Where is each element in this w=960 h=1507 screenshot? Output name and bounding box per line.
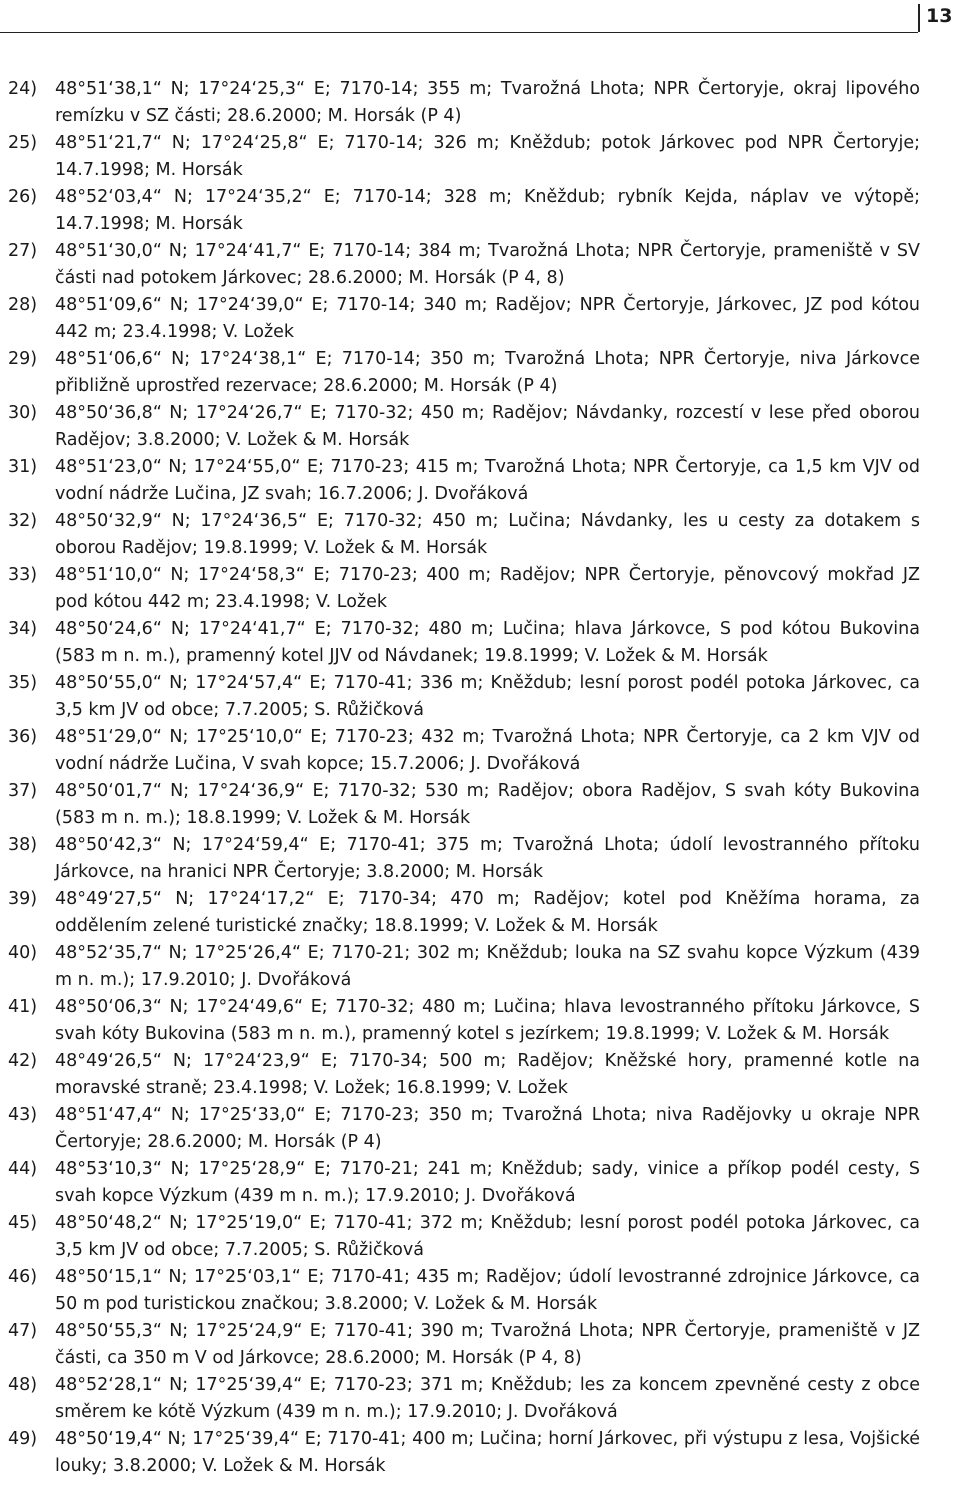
list-item xyxy=(8,238,920,292)
entry-text: 48°50‘01,7“ N; 17°24‘36,9“ E; 7170-32; 530 m; Radějov; obora Radějov, S svah kóty Bukovina (583 m n. m.); 18.8.1999; V. Ložek & M. Horsák xyxy=(55,781,920,828)
entry-number: 29) xyxy=(8,349,38,369)
list-item xyxy=(8,508,920,562)
entry-number: 24) xyxy=(8,79,38,99)
entry-text: 48°50‘32,9“ N; 17°24‘36,5“ E; 7170-32; 450 m; Lučina; Návdanky, les u cesty za dotakem s oborou Radějov; 19.8.1999; V. Ložek & M. Horsák xyxy=(55,511,920,558)
list-item xyxy=(8,1426,920,1480)
entry-number: 44) xyxy=(8,1159,38,1179)
entry-text: 48°51‘38,1“ N; 17°24‘25,3“ E; 7170-14; 355 m; Tvarožná Lhota; NPR Čertoryje, okraj lipového remízku v SZ části; 28.6.2000; M. Horsák (P 4) xyxy=(55,79,920,126)
list-item xyxy=(8,994,920,1048)
entry-number: 38) xyxy=(8,835,38,855)
entry-text: 48°50‘36,8“ N; 17°24‘26,7“ E; 7170-32; 450 m; Radějov; Návdanky, rozcestí v lese před oborou Radějov; 3.8.2000; V. Ložek & M. Horsák xyxy=(55,403,920,450)
list-item xyxy=(8,940,920,994)
entry-number: 45) xyxy=(8,1213,38,1233)
entry-number: 41) xyxy=(8,997,38,1017)
entry-number: 40) xyxy=(8,943,38,963)
entry-number: 28) xyxy=(8,295,38,315)
entry-number: 37) xyxy=(8,781,38,801)
entry-number: 26) xyxy=(8,187,38,207)
list-item xyxy=(8,292,920,346)
entry-number: 36) xyxy=(8,727,38,747)
entry-number: 47) xyxy=(8,1321,38,1341)
list-item xyxy=(8,1048,920,1102)
entry-text: 48°50‘06,3“ N; 17°24‘49,6“ E; 7170-32; 480 m; Lučina; hlava levostranného přítoku Járkovce, S svah kóty Bukovina (583 m n. m.), pramenný kotel s jezírkem; 19.8.1999; V. Ložek & M. Horsák xyxy=(55,997,920,1044)
list-item xyxy=(8,130,920,184)
entry-text: 48°52‘03,4“ N; 17°24‘35,2“ E; 7170-14; 328 m; Kněždub; rybník Kejda, náplav ve výtopě; 14.7.1998; M. Horsák xyxy=(55,187,920,234)
list-item xyxy=(8,562,920,616)
list-item xyxy=(8,400,920,454)
entry-number: 46) xyxy=(8,1267,38,1287)
list-item xyxy=(8,616,920,670)
list-item xyxy=(8,1372,920,1426)
list-item xyxy=(8,724,920,778)
list-item xyxy=(8,886,920,940)
entry-text: 48°50‘55,0“ N; 17°24‘57,4“ E; 7170-41; 336 m; Kněždub; lesní porost podél potoka Járkovec, ca 3,5 km JV od obce; 7.7.2005; S. Růžičková xyxy=(55,673,920,720)
list-item xyxy=(8,1264,920,1318)
entry-text: 48°52‘35,7“ N; 17°25‘26,4“ E; 7170-21; 302 m; Kněždub; louka na SZ svahu kopce Výzkum (439 m n. m.); 17.9.2010; J. Dvořáková xyxy=(55,943,920,990)
entry-text: 48°53‘10,3“ N; 17°25‘28,9“ E; 7170-21; 241 m; Kněždub; sady, vinice a příkop podél cesty, S svah kopce Výzkum (439 m n. m.); 17.9.2010; J. Dvořáková xyxy=(55,1159,920,1206)
list-item xyxy=(8,454,920,508)
entry-number: 39) xyxy=(8,889,38,909)
entry-text: 48°50‘19,4“ N; 17°25‘39,4“ E; 7170-41; 400 m; Lučina; horní Járkovec, při výstupu z lesa, Vojšické louky; 3.8.2000; V. Ložek & M. Horsák xyxy=(55,1429,920,1476)
entry-text: 48°51‘47,4“ N; 17°25‘33,0“ E; 7170-23; 350 m; Tvarožná Lhota; niva Radějovky u okraje NPR Čertoryje; 28.6.2000; M. Horsák (P 4) xyxy=(55,1105,920,1152)
list-item xyxy=(8,346,920,400)
entry-number: 48) xyxy=(8,1375,38,1395)
entry-text: 48°51‘23,0“ N; 17°24‘55,0“ E; 7170-23; 415 m; Tvarožná Lhota; NPR Čertoryje, ca 1,5 km VJV od vodní nádrže Lučina, JZ svah; 16.7.2006; J. Dvořáková xyxy=(55,457,920,504)
entry-number: 31) xyxy=(8,457,38,477)
entry-number: 32) xyxy=(8,511,38,531)
list-item xyxy=(8,76,920,130)
entry-text: 48°51‘09,6“ N; 17°24‘39,0“ E; 7170-14; 340 m; Radějov; NPR Čertoryje, Járkovec, JZ pod kótou 442 m; 23.4.1998; V. Ložek xyxy=(55,295,920,342)
list-item xyxy=(8,1318,920,1372)
entry-number: 34) xyxy=(8,619,38,639)
list-item xyxy=(8,670,920,724)
entry-text: 48°50‘24,6“ N; 17°24‘41,7“ E; 7170-32; 480 m; Lučina; hlava Járkovce, S pod kótou Bukovina (583 m n. m.), pramenný kotel JJV od Návdanek; 19.8.1999; V. Ložek & M. Horsák xyxy=(55,619,920,666)
entry-number: 27) xyxy=(8,241,38,261)
list-item xyxy=(8,1156,920,1210)
list-item xyxy=(8,1210,920,1264)
list-item xyxy=(8,1102,920,1156)
entry-text: 48°51‘29,0“ N; 17°25‘10,0“ E; 7170-23; 432 m; Tvarožná Lhota; NPR Čertoryje, ca 2 km VJV od vodní nádrže Lučina, V svah kopce; 15.7.2006; J. Dvořáková xyxy=(55,727,920,774)
entry-text: 48°51‘30,0“ N; 17°24‘41,7“ E; 7170-14; 384 m; Tvarožná Lhota; NPR Čertoryje, prameniště v SV části nad potokem Járkovec; 28.6.2000; M. Horsák (P 4, 8) xyxy=(55,241,920,288)
entry-number: 42) xyxy=(8,1051,38,1071)
entry-text: 48°50‘15,1“ N; 17°25‘03,1“ E; 7170-41; 435 m; Radějov; údolí levostranné zdrojnice Járkovce, ca 50 m pod turistickou značkou; 3.8.2000; V. Ložek & M. Horsák xyxy=(55,1267,920,1314)
entry-text: 48°52‘28,1“ N; 17°25‘39,4“ E; 7170-23; 371 m; Kněždub; les za koncem zpevněné cesty z obce směrem ke kótě Výzkum (439 m n. m.); 17.9.2010; J. Dvořáková xyxy=(55,1375,920,1422)
page-number: 13 xyxy=(926,5,953,27)
entry-number: 25) xyxy=(8,133,38,153)
entry-number: 35) xyxy=(8,673,38,693)
entry-number: 49) xyxy=(8,1429,38,1449)
entry-number: 43) xyxy=(8,1105,38,1125)
entry-number: 33) xyxy=(8,565,38,585)
list-item xyxy=(8,778,920,832)
locality-list xyxy=(8,76,920,1480)
entry-text: 48°50‘42,3“ N; 17°24‘59,4“ E; 7170-41; 375 m; Tvarožná Lhota; údolí levostranného přítoku Járkovce, na hranici NPR Čertoryje; 3.8.2000; M. Horsák xyxy=(55,835,920,882)
entry-text: 48°51‘06,6“ N; 17°24‘38,1“ E; 7170-14; 350 m; Tvarožná Lhota; NPR Čertoryje, niva Járkovce přibližně uprostřed rezervace; 28.6.2000; M. Horsák (P 4) xyxy=(55,349,920,396)
list-item xyxy=(8,832,920,886)
entry-text: 48°49‘27,5“ N; 17°24‘17,2“ E; 7170-34; 470 m; Radějov; kotel pod Kněžíma horama, za oddělením zelené turistické značky; 18.8.1999; V. Ložek & M. Horsák xyxy=(55,889,920,936)
entry-number: 30) xyxy=(8,403,38,423)
entry-text: 48°51‘10,0“ N; 17°24‘58,3“ E; 7170-23; 400 m; Radějov; NPR Čertoryje, pěnovcový mokřad JZ pod kótou 442 m; 23.4.1998; V. Ložek xyxy=(55,565,920,612)
entry-text: 48°49‘26,5“ N; 17°24‘23,9“ E; 7170-34; 500 m; Radějov; Kněžské hory, pramenné kotle na moravské straně; 23.4.1998; V. Ložek; 16.8.1999; V. Ložek xyxy=(55,1051,920,1098)
entry-text: 48°50‘55,3“ N; 17°25‘24,9“ E; 7170-41; 390 m; Tvarožná Lhota; NPR Čertoryje, prameniště v JZ části, ca 350 m V od Járkovce; 28.6.2000; M. Horsák (P 4, 8) xyxy=(55,1321,920,1368)
header-rule xyxy=(0,32,918,33)
entry-text: 48°50‘48,2“ N; 17°25‘19,0“ E; 7170-41; 372 m; Kněždub; lesní porost podél potoka Járkovec, ca 3,5 km JV od obce; 7.7.2005; S. Růžičková xyxy=(55,1213,920,1260)
list-item xyxy=(8,184,920,238)
entry-text: 48°51‘21,7“ N; 17°24‘25,8“ E; 7170-14; 326 m; Kněždub; potok Járkovec pod NPR Čertoryje; 14.7.1998; M. Horsák xyxy=(55,133,920,180)
